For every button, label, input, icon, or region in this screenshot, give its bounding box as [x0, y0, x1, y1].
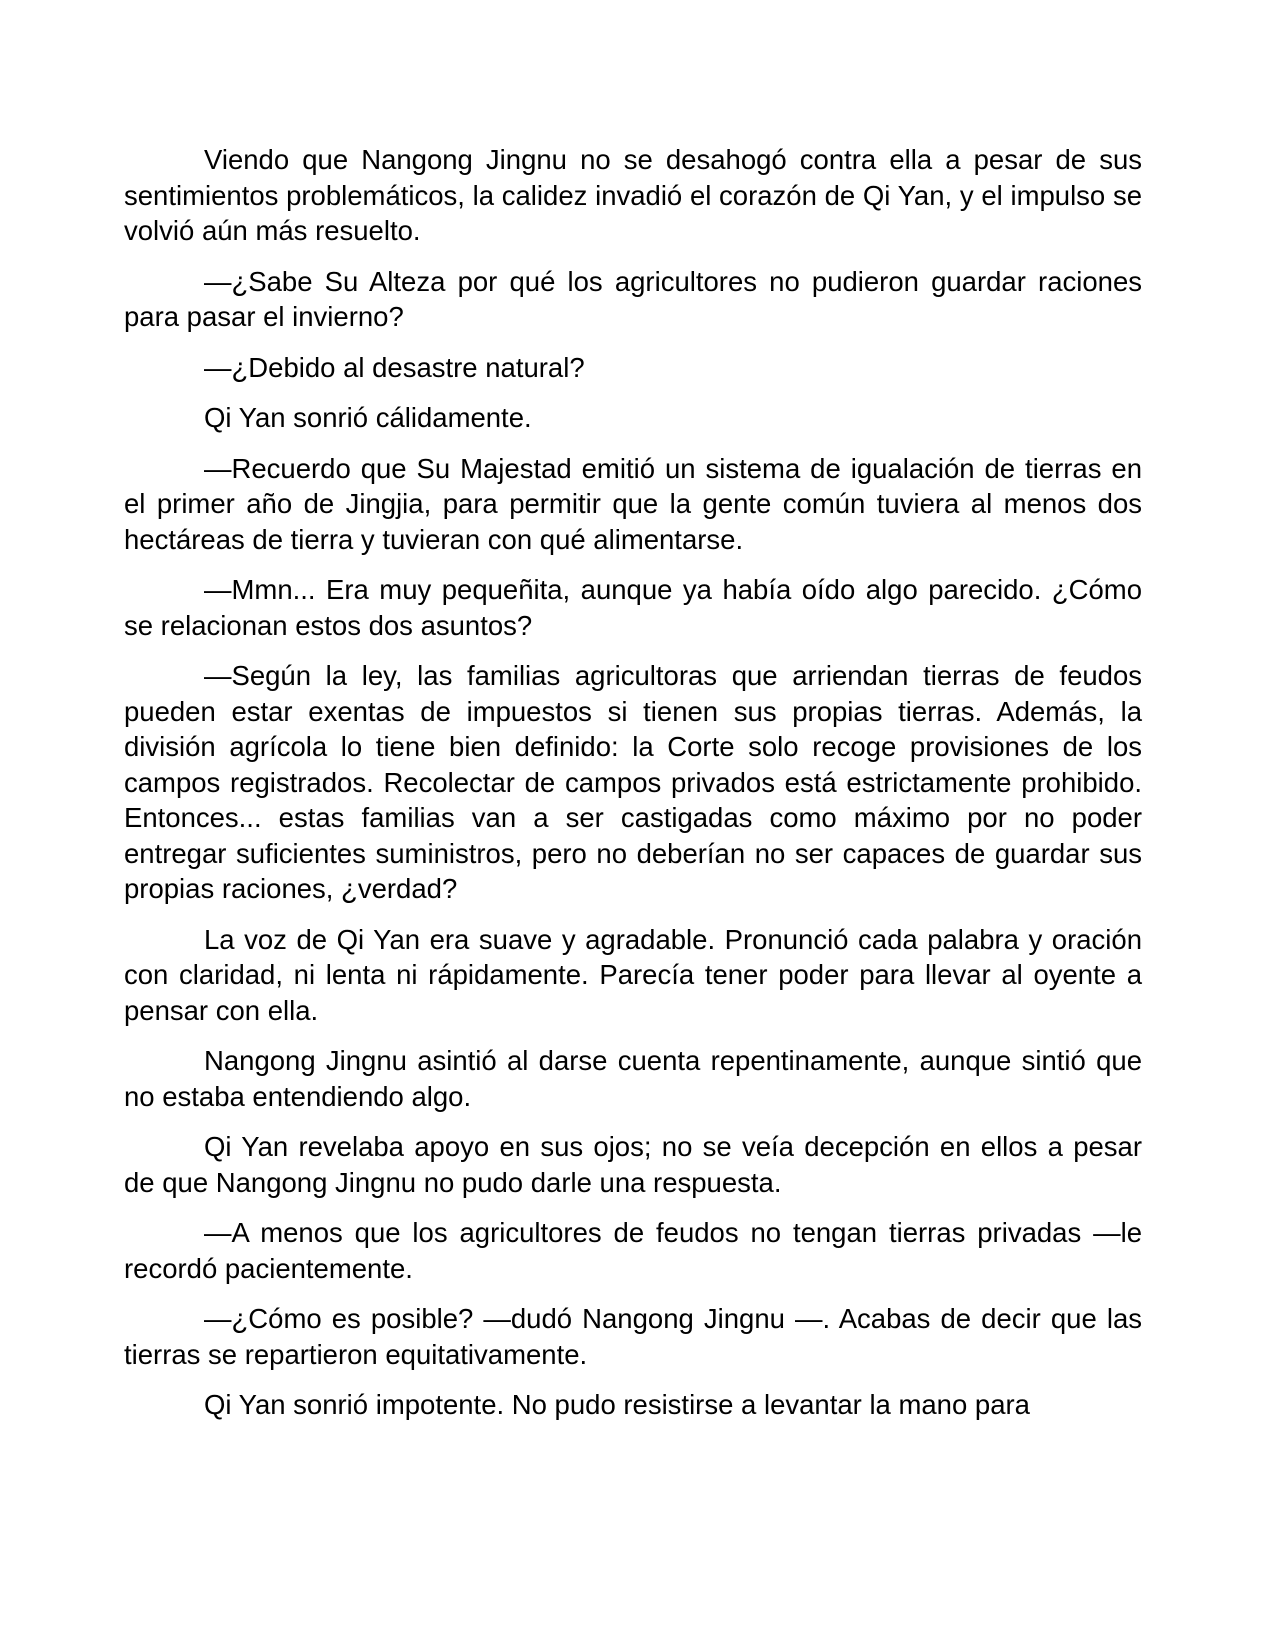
paragraph: —Mmn... Era muy pequeñita, aunque ya había oído algo parecido. ¿Cómo se relacionan estos dos asuntos?	[124, 574, 1142, 641]
paragraph: Qi Yan sonrió cálidamente.	[204, 402, 532, 433]
paragraph: —Recuerdo que Su Majestad emitió un sistema de igualación de tierras en el primer año de Jingjia, para permitir que la gente común tuviera al menos dos hectáreas de tierra y tuvieran con qué alimentarse.	[124, 452, 1142, 555]
paragraph: Qi Yan sonrió impotente. No pudo resistirse a levantar la mano para	[204, 1389, 1030, 1420]
paragraph: —A menos que los agricultores de feudos no tengan tierras privadas —le recordó pacientemente.	[124, 1217, 1142, 1284]
paragraph: —¿Sabe Su Alteza por qué los agricultores no pudieron guardar raciones para pasar el invierno?	[124, 265, 1142, 332]
document-page	[124, 142, 1142, 1438]
paragraph: Nangong Jingnu asintió al darse cuenta repentinamente, aunque sintió que no estaba entendiendo algo.	[124, 1045, 1142, 1112]
paragraph: —¿Cómo es posible? —dudó Nangong Jingnu —. Acabas de decir que las tierras se repartieron equitativamente.	[124, 1303, 1142, 1370]
paragraph: —¿Debido al desastre natural?	[204, 351, 585, 383]
paragraph: La voz de Qi Yan era suave y agradable. Pronunció cada palabra y oración con claridad, ni lenta ni rápidamente. Parecía tener poder para llevar al oyente a pensar con ella.	[124, 923, 1142, 1026]
paragraph: Viendo que Nangong Jingnu no se desahogó contra ella a pesar de sus sentimientos problemáticos, la calidez invadió el corazón de Qi Yan, y el impulso se volvió aún más resuelto.	[124, 144, 1142, 246]
paragraph: —Según la ley, las familias agricultoras que arriendan tierras de feudos pueden estar exentas de impuestos si tienen sus propias tierras. Además, la división agrícola lo tiene bien definido: la Corte solo recoge provisiones de los campos registrados. Recolectar de campos privados está estrictamente prohibido. Entonces... estas familias van a ser castigadas como máximo por no poder entregar suficientes suministros, pero no deberían no ser capaces de guardar sus propias raciones, ¿verdad?	[124, 660, 1142, 904]
paragraph: Qi Yan revelaba apoyo en sus ojos; no se veía decepción en ellos a pesar de que Nangong Jingnu no pudo darle una respuesta.	[124, 1131, 1142, 1198]
